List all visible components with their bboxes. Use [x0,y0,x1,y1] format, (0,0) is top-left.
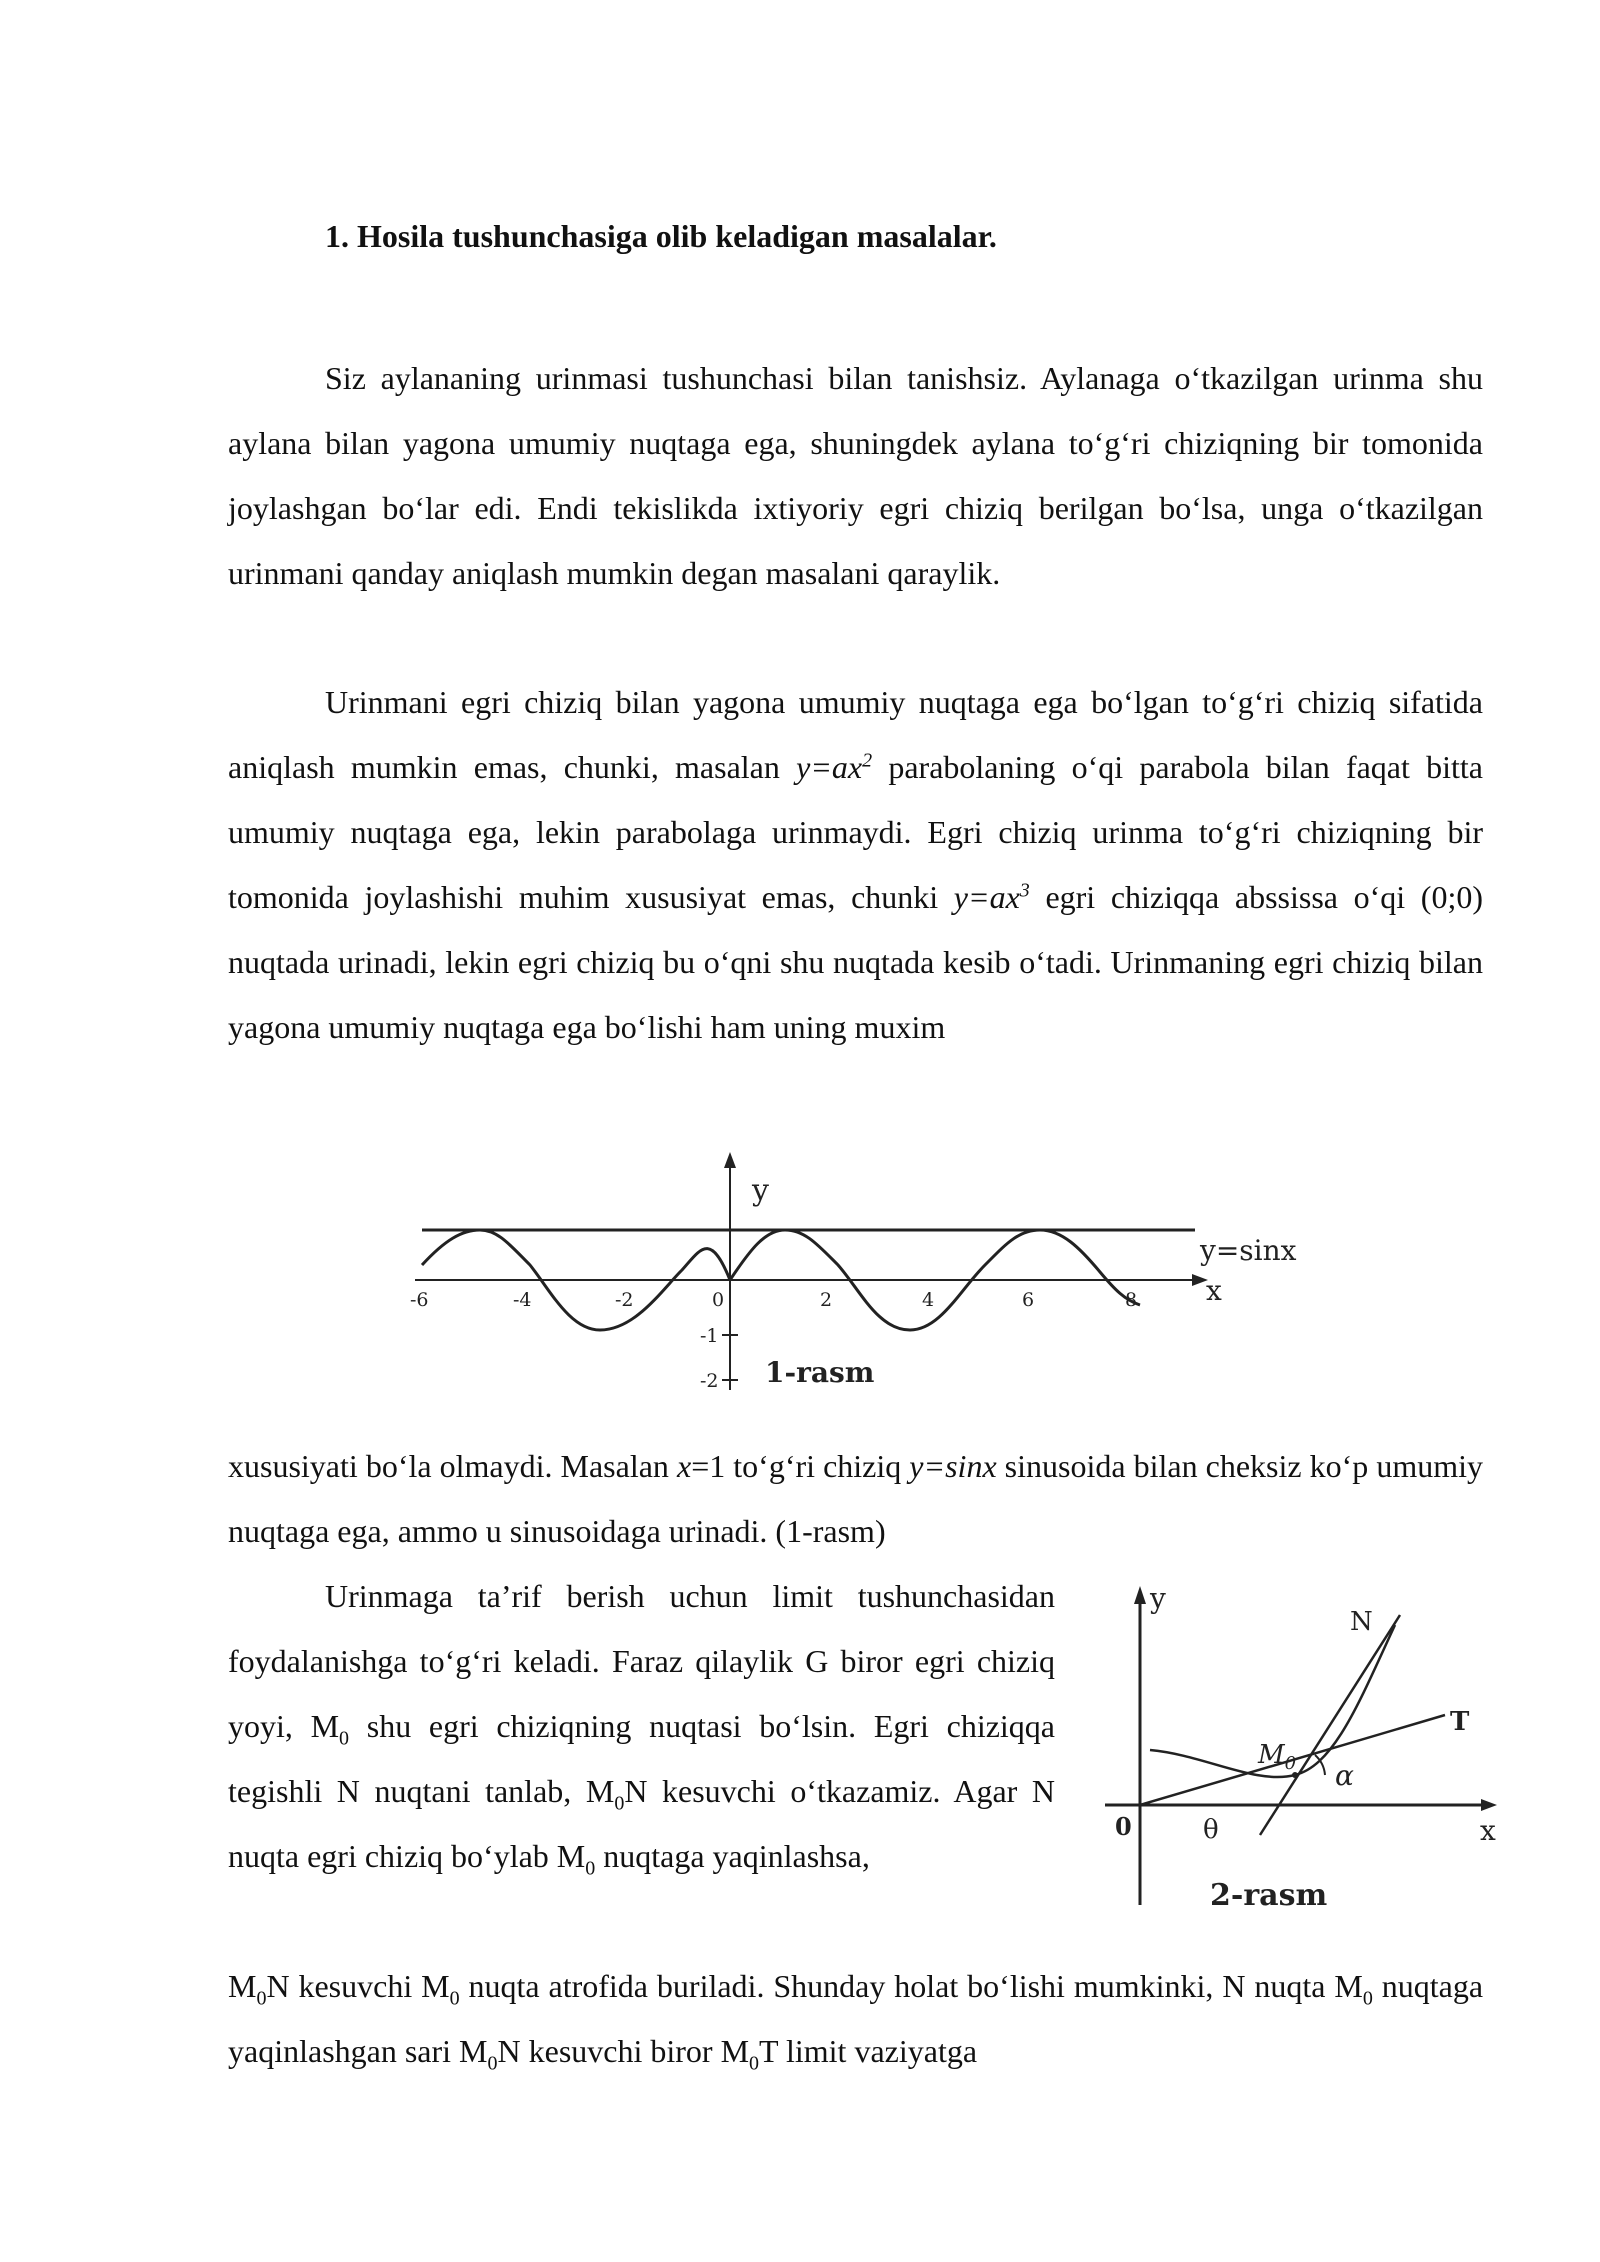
fig2-secant-line [1260,1615,1400,1835]
fig2-x-label: x [1480,1814,1496,1847]
fig2-theta-label: θ [1203,1815,1219,1845]
fig2-n-label: N [1350,1607,1373,1637]
paragraph-1: Siz aylananing urinmasi tushunchasi bilan tanishsiz. Aylanaga o‘tkazilgan urinma shu aylana bilan yagona umumiy nuqtaga ega, shuningdek aylana to‘g‘ri chiziqning bir tomonida joylashgan bo‘lar edi. Endi tekislikda ixtiyoriy egri chiziq berilgan bo‘lsa, unga o‘tkazilgan urinmani qanday aniqlash mumkin degan masalani qaraylik. [228,360,1483,591]
formula-parabola: $y=ax^2$ [796,749,873,785]
fig1-y-label: y [752,1173,769,1208]
paragraph-3: xususiyati bo‘la olmaydi. Masalan x=1 to‘g‘ri chiziq y=sinx sinusoida bilan cheksiz ko‘p umumiy nuqtaga ega, ammo u sinusoidaga urinadi. (1-rasm) [228,1448,1484,1549]
formula-sinx: y=sinx [909,1448,997,1484]
fig1-xtick-label: 4 [922,1289,935,1311]
figure-1-sine-graph [400,1150,1320,1400]
fig2-origin-label: 0 [1115,1812,1132,1841]
fig1-xtick-label: -4 [513,1289,532,1311]
fig1-curve-label: y=sinx [1200,1234,1297,1267]
fig1-y-arrow [724,1152,736,1168]
fig2-m-label: $M_0$ [1258,1740,1297,1774]
fig1-xtick-label: -2 [615,1289,634,1311]
fig1-xtick-label: -6 [410,1289,429,1311]
fig2-y-arrow [1134,1586,1146,1604]
fig1-xtick-label: 6 [1022,1289,1035,1311]
formula-cubic: $y=ax^3$ [953,879,1030,915]
fig2-alpha-label: α [1335,1759,1354,1792]
fig1-ytick-label: -2 [700,1370,719,1392]
fig1-x-label: x [1206,1274,1222,1307]
paragraph-4: Urinmaga ta’rif berish uchun limit tushunchasidan foydalanishga to‘g‘ri keladi. Faraz qilaylik G biror egri chiziq yoyi, $M_0$ shu egri chiziqning nuqtasi bo‘lsin. Egri chiziqqa tegishli N nuqtani tanlab, $M_0N$ kesuvchi o‘tkazamiz. Agar N nuqta egri chiziq bo‘ylab $M_0$ nuqtaga yaqinlashsa, [228,1578,1056,1880]
fig2-y-label: y [1150,1582,1166,1615]
paragraph-2: Urinmani egri chiziq bilan yagona umumiy nuqtaga ega bo‘lgan to‘g‘ri chiziq sifatida aniqlash mumkin emas, chunki, masalan $y=ax^2$ parabolaning o‘qi parabola bilan faqat bitta umumiy nuqtaga ega, lekin parabolaga urinmaydi. Egri chiziq urinma to‘g‘ri chiziqning bir tomonida joylashishi muhim xususiyat emas, chunki $y=ax^3$ egri chiziqqa abssissa o‘qi (0;0) nuqtada urinadi, lekin egri chiziq bu o‘qni shu nuqtada kesib o‘tadi. Urinmaning egri chiziq bilan yagona umumiy nuqtaga ega bo‘lishi ham uning muxim [228,684,1484,1045]
fig1-xtick-label: 2 [820,1289,833,1311]
fig1-ytick-label: -1 [700,1325,719,1347]
fig1-xtick-label: 8 [1125,1289,1138,1311]
fig1-caption: 1-rasm [765,1356,875,1389]
fig2-x-arrow [1481,1799,1497,1811]
paragraph-5: $M_0N$ kesuvchi $M_0$ nuqta atrofida buriladi. Shunday holat bo‘lishi mumkinki, N nuqta $M_0$ nuqtaga yaqinlashgan sari $M_0N$ kesuvchi biror $M_0T$ limit vaziyatga [228,1968,1484,2075]
fig1-xtick-label: 0 [712,1289,725,1311]
fig2-t-label: T [1450,1707,1470,1737]
formula-x: x [676,1448,692,1484]
fig2-caption: 2-rasm [1210,1878,1328,1913]
section-heading: 1. Hosila tushunchasiga olib keladigan masalalar. [325,218,997,254]
figure-2-tangent-diagram [1095,1580,1515,1920]
